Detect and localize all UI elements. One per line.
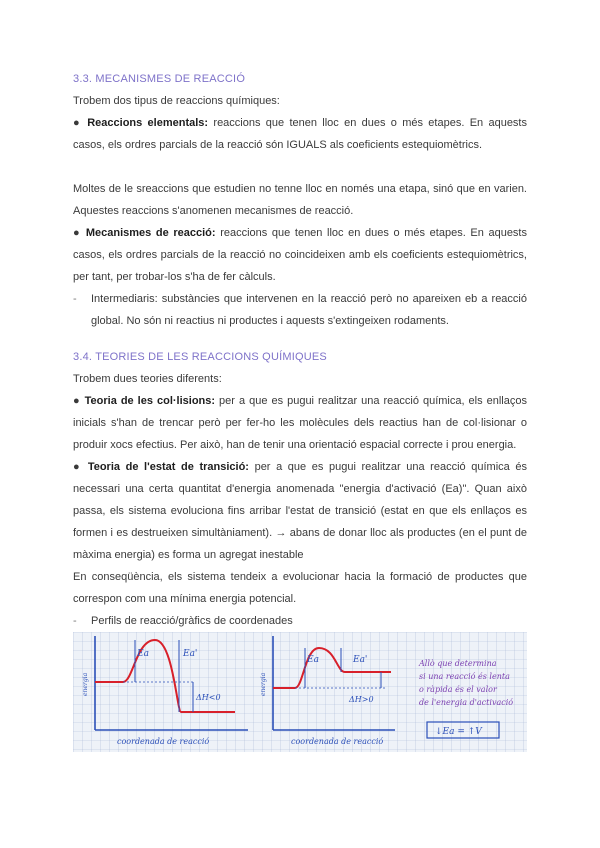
paragraph: Moltes de le sreaccions que estudien no tenne lloc en només una etapa, sinó que en varien. Aquestes reaccions s'anomenen mecanismes de reacció. <box>73 183 527 217</box>
term-text: reaccions que tenen lloc en dues o més etapes. En aquests casos, els ordres parcials de la reacció són IGUALS als coeficients estequiomètrics. <box>73 117 527 151</box>
sub-item-perfils <box>73 610 527 632</box>
left-dh-label: ΔH<0 <box>196 693 221 702</box>
right-ea-label: Ea <box>307 655 319 665</box>
bullet-icon: ● <box>73 117 82 129</box>
note-box-text: ↓Ea = ↑V <box>435 727 482 737</box>
term-label: Reaccions elementals: <box>87 117 209 129</box>
right-y-label: energia <box>260 672 267 696</box>
left-ea2-label: Ea' <box>183 649 198 659</box>
document-page <box>73 68 527 632</box>
section-heading-mecanismes: 3.3. MECANISMES DE REACCIÓ <box>73 73 246 85</box>
left-y-label: energia <box>82 672 89 696</box>
note-line-1: Allò que determina <box>419 659 497 668</box>
handwritten-reaction-profiles <box>73 632 527 752</box>
section-intro: Trobem dos tipus de reaccions químiques: <box>73 95 280 107</box>
left-ea-label: Ea <box>137 649 149 659</box>
dash-icon: - <box>73 615 77 627</box>
term-label: Teoria de l'estat de transició: <box>87 461 249 473</box>
term-label: Mecanismes de reacció: <box>85 227 216 239</box>
section-intro: Trobem dues teories diferents: <box>73 373 222 385</box>
term-text: per a que es pugui realitzar una reacció química, els enllaços inicials s'han de trencar però per fer-ho les molècules dels reactius han de col·lisionar o produir xocs efectius. Per això, han de tenir una orientació espacial correcte i prou energia. <box>73 395 527 451</box>
note-line-2: si una reacció és lenta <box>419 672 510 681</box>
bullet-teoria-collisions <box>73 390 527 456</box>
bullet-teoria-estat-transicio <box>73 456 527 566</box>
sub-item-text: Intermediaris: substàncies que intervenen en la reacció però no apareixen eb a reacció global. No són ni reactius ni productes i aquests s'extingeixen rodaments. <box>91 293 527 327</box>
right-ea2-label: Ea' <box>353 655 368 665</box>
note-line-4: de l'energia d'activació <box>419 698 514 707</box>
term-text: reaccions que tenen lloc en dues o més etapes. En aquests casos, els ordres parcials de la reacció no coincideixen amb els coeficients estequiomètrics, per tant, per trobar-los s'ha de fer càlculs. <box>73 227 527 283</box>
paragraph: En conseqüència, els sistema tendeix a evolucionar hacia la formació de productes que correspon com una mínima energia potencial. <box>73 571 527 605</box>
sub-item-text: Perfils de reacció/gràfics de coordenades <box>91 615 293 627</box>
note-line-3: o ràpida és el valor <box>419 685 497 694</box>
section-heading-teories: 3.4. TEORIES DE LES REACCIONS QUÍMIQUES <box>73 351 327 363</box>
bullet-icon: ● <box>73 461 83 473</box>
right-x-label: coordenada de reacció <box>291 737 384 746</box>
bullet-mecanismes-reaccio <box>73 222 527 288</box>
bullet-icon: ● <box>73 227 82 239</box>
sub-item-intermediaris <box>73 288 527 332</box>
bullet-icon: ● <box>73 395 81 407</box>
term-text: per a que es pugui realitzar una reacció química és necessari una certa quantitat d'energia anomenada "energia d'activació (Ea)". Quan això passa, els sistema evoluciona fins arribar l'estat de transició (estat en que els enllaços es formen i es destrueixen simultàniament). → abans de donar lloc als productes (en el punt de màxima energia) es forma un agregat inestable <box>73 461 527 561</box>
bullet-reaccions-elementals <box>73 112 527 156</box>
dash-icon: - <box>73 293 77 305</box>
reaction-profiles-drawing <box>73 632 527 752</box>
term-label: Teoria de les col·lisions: <box>84 395 216 407</box>
right-dh-label: ΔH>0 <box>349 695 374 704</box>
left-x-label: coordenada de reacció <box>117 737 210 746</box>
